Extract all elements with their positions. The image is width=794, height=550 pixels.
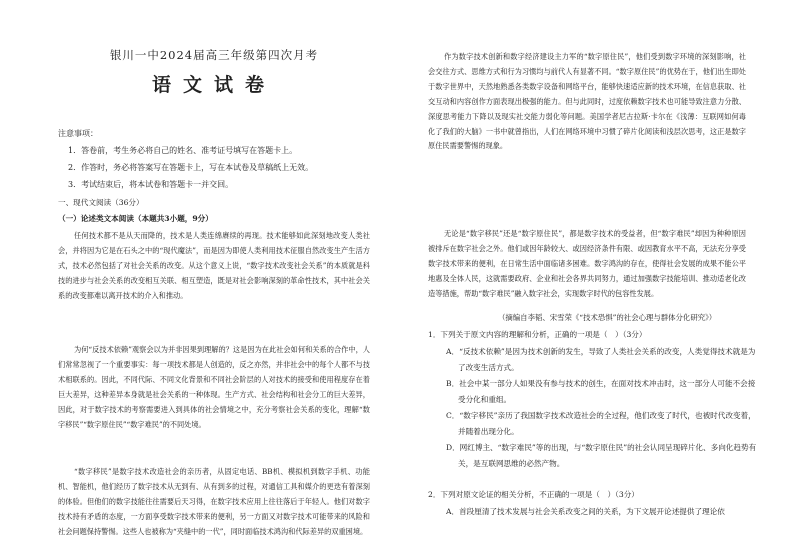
notice-heading: 注意事项： — [58, 129, 98, 138]
answer-option: A．“反技术依赖”是因为技术创新的发生，导致了人类社会关系的改变，人类觉得技术就是为了改变生活方式。 — [446, 347, 756, 372]
passage-paragraph: “数字移民”是数字技术改造社会的亲历者，从固定电话、BB机、模拟机到数字手机、功能机、智能机，他们经历了数字技术从无到有、从有到多的过程，对通信工具和媒介的更迭有着深刻的体验。但他们的数字技能往往需要后天习得，在数字技术应用上往往落后于年轻人。他们对数字技术持有矛盾的态度，一方面享受数字技术带来的便利，另一方面又对数字技术可能带来的风险和社会问题保持警惕。这些人也被称为“夹缝中的一代”，同时面临技术鸿沟和代际差异的双重困境。 — [58, 467, 370, 536]
question-stem: 1．下列关于原文内容的理解和分析，正确的一项是（ ）（3分） — [428, 330, 647, 339]
notice-item: 1．答卷前，考生务必将自己的姓名、准考证号填写在答题卡上。 — [68, 146, 298, 155]
passage-paragraph: 无论是“数字移民”还是“数字原住民”，都是数字技术的受益者，但“数字难民”却因为种种原因被排斥在数字社会之外。他们或因年龄较大、或因经济条件有限、或因教育水平不高，无法充分享受数字技术带来的便利，在日常生活中面临诸多困难。数字鸿沟的存在，使得社会发展的成果不能公平地惠及全体人民，这就需要政府、企业和社会各界共同努力，通过加强数字技能培训、推动适老化改造等措施，帮助“数字难民”融入数字社会，实现数字时代的包容性发展。 — [428, 229, 746, 298]
exam-title: 银川一中2024届高三年级第四次月考 — [109, 48, 319, 62]
answer-option: D．网红博主、“数字难民”等的出现，与“数字原住民”的社会认同呈现碎片化、多向化趋势有关，是互联网思维的必然产物。 — [446, 443, 757, 468]
passage-paragraph: 任何技术都不是从天而降的，技术是人类连绵赓续的再现。技术能够如此深刻地改变人类社会，并将因为它是在石头之中的“现代魔法”，而是因为即使人类利用技术征服自然改变生产生活方式，技术必然包括了对社会关系的改变。从这个意义上说，“数字技术改变社会关系”的本质就是科技的进步与社会关系的改变相互关联、相互塑造，既是对社会影响深刻的革命性技术，其中社会关系的改变都难以离开技术的介入和推动。 — [58, 231, 370, 300]
subsection-heading: （一）论述类文本阅读（本题共3小题，9分） — [58, 214, 213, 223]
answer-option: B．社会中某一部分人如果没有参与技术的创生，在面对技术冲击时，这一部分人可能不会接受分化和重组。 — [446, 379, 756, 404]
answer-option: C．“数字移民”亲历了我国数字技术改造社会的全过程，他们改变了时代，也被时代改变着，并随着出现分化。 — [446, 411, 756, 436]
passage-paragraph: 作为数字技术创新和数字经济建设主力军的“数字原住民”，他们受到数字环境的深刻影响，社会交往方式、思维方式和行为习惯均与前代人有显著不同。“数字原住民”的优势在于，他们出生即处于数字世界中，天然地熟悉各类数字设备和网络平台，能够快速适应新的技术环境，在信息获取、社交互动和内容创作方面表现出极强的能力。但与此同时，过度依赖数字技术也可能导致注意力分散、深度思考能力下降以及现实社交能力弱化等问题。美国学者尼古拉斯·卡尔在《浅薄：互联网如何毒化了我们的大脑》一书中就曾指出，人们在网络环境中习惯了碎片化阅读和浅层次思考，这正是数字原住民需要警惕的现象。 — [428, 52, 746, 151]
question-stem: 2．下列对原文论证的相关分析，不正确的一项是（ ）（3分） — [428, 490, 639, 499]
passage-paragraph: 为何“反技术依赖”观察会以为并非因果到理解的？这是因为在此社会如何和关系的合作中，人们常常忽视了一个重要事实：每一项技术都是人创造的，反之亦然，并非社会中的每个人都不与技术相联系的。因此，不同代际、不同文化背景和不同社会阶层的人对技术的接受和使用程度存在着巨大差异，这种差异本身就是社会关系的一种体现。生产方式、社会结构和社会分工的巨大差异，因此，对于数字技术的考察需要进入到具体的社会情境之中，充分考察社会关系的变化，理解“数字移民”“数字原住民”“数字难民”的不同处境。 — [58, 345, 370, 429]
notice-item: 2．作答时，务必将答案写在答题卡上，写在本试卷及草稿纸上无效。 — [68, 163, 314, 172]
paper-title: 语文试卷 — [151, 74, 276, 96]
source-citation: （摘编自李韬、宋雪荣《“技术恐惧”的社会心理与群体分化研究》） — [498, 313, 717, 322]
section-heading: 一、现代文阅读（36分） — [58, 198, 144, 207]
notice-item: 3．考试结束后，将本试卷和答题卡一并交回。 — [68, 180, 234, 189]
answer-option: A．首段厘清了技术发展与社会关系改变之间的关系，为下文展开论述提供了理论依 — [446, 507, 725, 516]
